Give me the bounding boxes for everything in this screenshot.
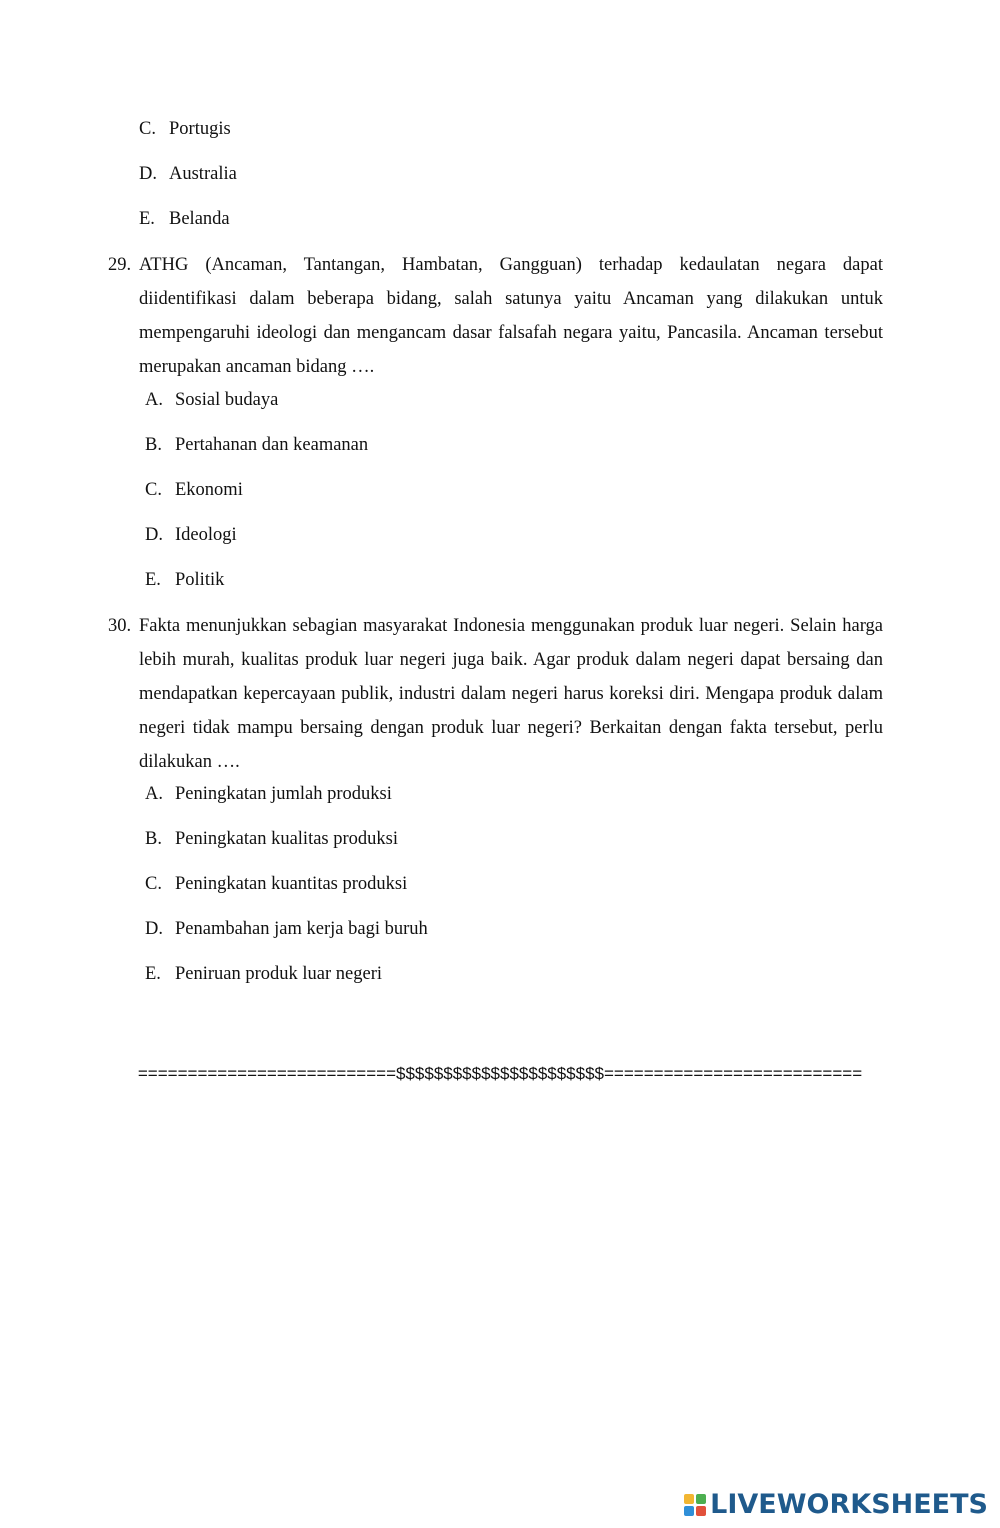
option-text: Peningkatan kualitas produksi <box>175 829 398 849</box>
question-30-number: 30. <box>108 616 132 636</box>
option-letter: B. <box>145 829 162 849</box>
q30-option-e[interactable] <box>145 963 382 985</box>
q30-option-a[interactable] <box>145 783 392 805</box>
option-text: Ekonomi <box>175 480 243 500</box>
q29-option-b[interactable] <box>145 434 368 456</box>
end-separator: ==========================$$$$$$$$$$$$$$$$$$$$$$========================== <box>137 1064 863 1083</box>
option-letter: A. <box>145 784 163 804</box>
option-letter: E. <box>145 964 161 984</box>
option-text: Sosial budaya <box>175 390 279 410</box>
liveworksheets-logo <box>684 1489 988 1520</box>
liveworksheets-mark-icon <box>684 1494 706 1516</box>
option-text: Penambahan jam kerja bagi buruh <box>175 919 428 939</box>
option-letter: A. <box>145 390 163 410</box>
option-text: Peningkatan kuantitas produksi <box>175 874 408 894</box>
option-text: Pertahanan dan keamanan <box>175 435 369 455</box>
q30-option-b[interactable] <box>145 828 398 850</box>
prev-option-d[interactable] <box>139 163 237 185</box>
option-text: Peniruan produk luar negeri <box>175 964 383 984</box>
option-letter: B. <box>145 435 162 455</box>
option-letter: C. <box>139 119 156 139</box>
option-letter: C. <box>145 874 162 894</box>
q29-option-c[interactable] <box>145 479 243 501</box>
liveworksheets-wordmark: LIVEWORKSHEETS <box>710 1489 988 1520</box>
prev-option-e[interactable] <box>139 208 230 230</box>
option-letter: E. <box>145 570 161 590</box>
mark-square-2 <box>696 1494 706 1504</box>
question-29-text: ATHG (Ancaman, Tantangan, Hambatan, Gangguan) terhadap kedaulatan negara dapat diidentifikasi dalam beberapa bidang, salah satunya yaitu Ancaman yang dilakukan untuk mempengaruhi ideologi dan mengancam dasar falsafah negara yaitu, Pancasila. Ancaman tersebut merupakan ancaman bidang …. <box>139 255 883 377</box>
question-30-text: Fakta menunjukkan sebagian masyarakat Indonesia menggunakan produk luar negeri. Selain harga lebih murah, kualitas produk luar negeri juga baik. Agar produk dalam negeri dapat bersaing dan mendapatkan kepercayaan publik, industri dalam negeri harus koreksi diri. Mengapa produk dalam negeri tidak mampu bersaing dengan produk luar negeri? Berkaitan dengan fakta tersebut, perlu dilakukan …. <box>139 616 883 772</box>
option-letter: E. <box>139 209 155 229</box>
option-text: Portugis <box>169 119 231 139</box>
q30-option-d[interactable] <box>145 918 428 940</box>
question-29-number: 29. <box>108 255 132 275</box>
option-letter: D. <box>139 164 157 184</box>
option-letter: D. <box>145 919 163 939</box>
q29-option-d[interactable] <box>145 524 237 546</box>
mark-square-4 <box>696 1506 706 1516</box>
option-text: Ideologi <box>175 525 237 545</box>
option-text: Politik <box>175 570 225 590</box>
mark-square-1 <box>684 1494 694 1504</box>
option-letter: D. <box>145 525 163 545</box>
prev-option-c[interactable] <box>139 118 231 140</box>
option-text: Australia <box>169 164 237 184</box>
q29-option-e[interactable] <box>145 569 224 591</box>
mark-square-3 <box>684 1506 694 1516</box>
q30-option-c[interactable] <box>145 873 407 895</box>
option-text: Belanda <box>169 209 230 229</box>
option-text: Peningkatan jumlah produksi <box>175 784 392 804</box>
option-letter: C. <box>145 480 162 500</box>
q29-option-a[interactable] <box>145 389 278 411</box>
